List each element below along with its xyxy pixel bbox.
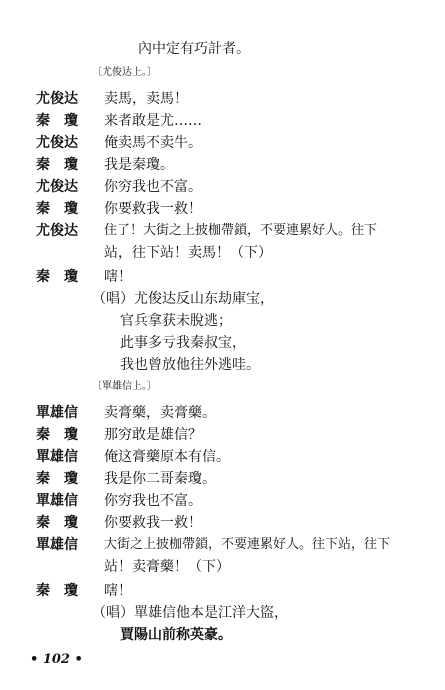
page-number: • 102 • xyxy=(30,652,83,667)
speech-line: 卖馬，卖馬！ xyxy=(104,91,188,107)
speech-line: 你穷我也不富。 xyxy=(104,179,202,195)
speaker-name: 尤俊达 xyxy=(36,135,78,151)
speaker-name: 單雄信 xyxy=(36,449,78,465)
speech-line: 卖膏藥，卖膏藥。 xyxy=(104,405,216,421)
speech-line-continued: 站！卖膏藥！（下） xyxy=(104,559,230,575)
stage-direction-enter-shan: 〔單雄信上。〕 xyxy=(92,381,157,392)
speaker-name: 秦 瓊 xyxy=(36,515,78,531)
speaker-name: 秦 瓊 xyxy=(36,427,78,443)
speaker-name: 尤俊达 xyxy=(36,223,78,239)
speaker-name: 尤俊达 xyxy=(36,179,78,195)
song-line: 我也曾放他往外逃哇。 xyxy=(120,357,260,373)
speaker-name: 秦 瓊 xyxy=(36,157,78,173)
song-line: 此事多亏我秦叔宝， xyxy=(120,335,246,351)
speech-line: 你要救我一救！ xyxy=(104,201,202,217)
opening-line: 內中定有巧計者。 xyxy=(138,41,250,57)
speaker-name: 尤俊达 xyxy=(36,91,78,107)
speaker-name: 秦 瓊 xyxy=(36,201,78,217)
speech-line: 我是你二哥秦瓊。 xyxy=(104,471,216,487)
speaker-name: 單雄信 xyxy=(36,493,78,509)
speech-line-continued: 站，往下站！卖馬！（下） xyxy=(104,245,272,261)
song-line: （唱）單雄信他本是江洋大盜， xyxy=(92,605,288,621)
speech-line: 来者敢是尤…… xyxy=(104,113,202,129)
speech-line: 嗐！ xyxy=(104,583,132,599)
speaker-name: 單雄信 xyxy=(36,537,78,553)
song-line: 賈陽山前称英豪。 xyxy=(120,627,232,643)
speaker-name: 秦 瓊 xyxy=(36,269,78,285)
song-line: （唱）尤俊达反山东劫庫宝， xyxy=(92,291,274,307)
speech-line: 大街之上披枷帶鎖，不要連累好人。往下站，往下 xyxy=(104,537,391,552)
speech-line: 俺这膏藥原本有信。 xyxy=(104,449,230,465)
speech-line: 住了！大街之上披枷帶鎖，不要連累好人。往下 xyxy=(104,223,378,238)
song-line: 官兵拿获未脫逃； xyxy=(120,313,232,329)
speaker-name: 秦 瓊 xyxy=(36,583,78,599)
speech-line: 我是秦瓊。 xyxy=(104,157,174,173)
speech-line: 你要救我一救！ xyxy=(104,515,202,531)
speaker-name: 秦 瓊 xyxy=(36,113,78,129)
speech-line: 那穷敢是雄信？ xyxy=(104,427,202,443)
speaker-name: 單雄信 xyxy=(36,405,78,421)
speech-line: 你穷我也不富。 xyxy=(104,493,202,509)
stage-direction-enter-you: 〔尤俊达上。〕 xyxy=(92,67,157,78)
speech-line: 俺卖馬不卖牛。 xyxy=(104,135,202,151)
speech-line: 嗐！ xyxy=(104,269,132,285)
speaker-name: 秦 瓊 xyxy=(36,471,78,487)
